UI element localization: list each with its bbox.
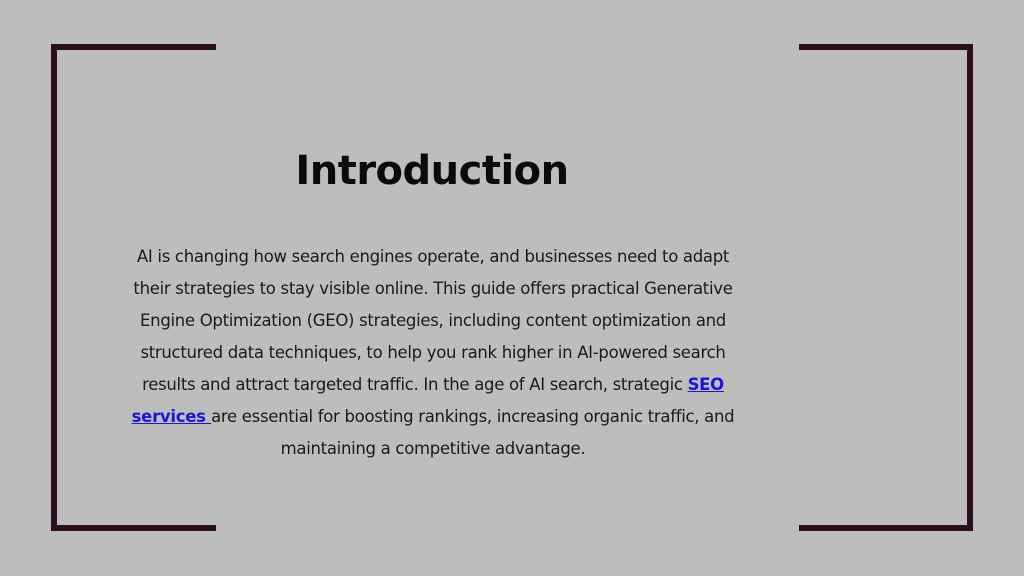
right-frame-bracket <box>799 44 973 531</box>
seo-services-link[interactable]: SEO services <box>131 375 724 426</box>
slide-title: Introduction <box>295 148 569 194</box>
paragraph-text-before-link: AI is changing how search engines operate, and businesses need to adapt their strategies to stay visible online. This guide offers practical Generative Engine Optimization (GEO) strategies, including content optimization and structured data techniques, to help you rank higher in AI-powered search results and attract targeted traffic. In the age of AI search, strategic <box>133 247 733 394</box>
paragraph-text-after-link: are essential for boosting rankings, increasing organic traffic, and maintaining a competitive advantage. <box>211 407 735 458</box>
intro-paragraph <box>128 241 738 465</box>
